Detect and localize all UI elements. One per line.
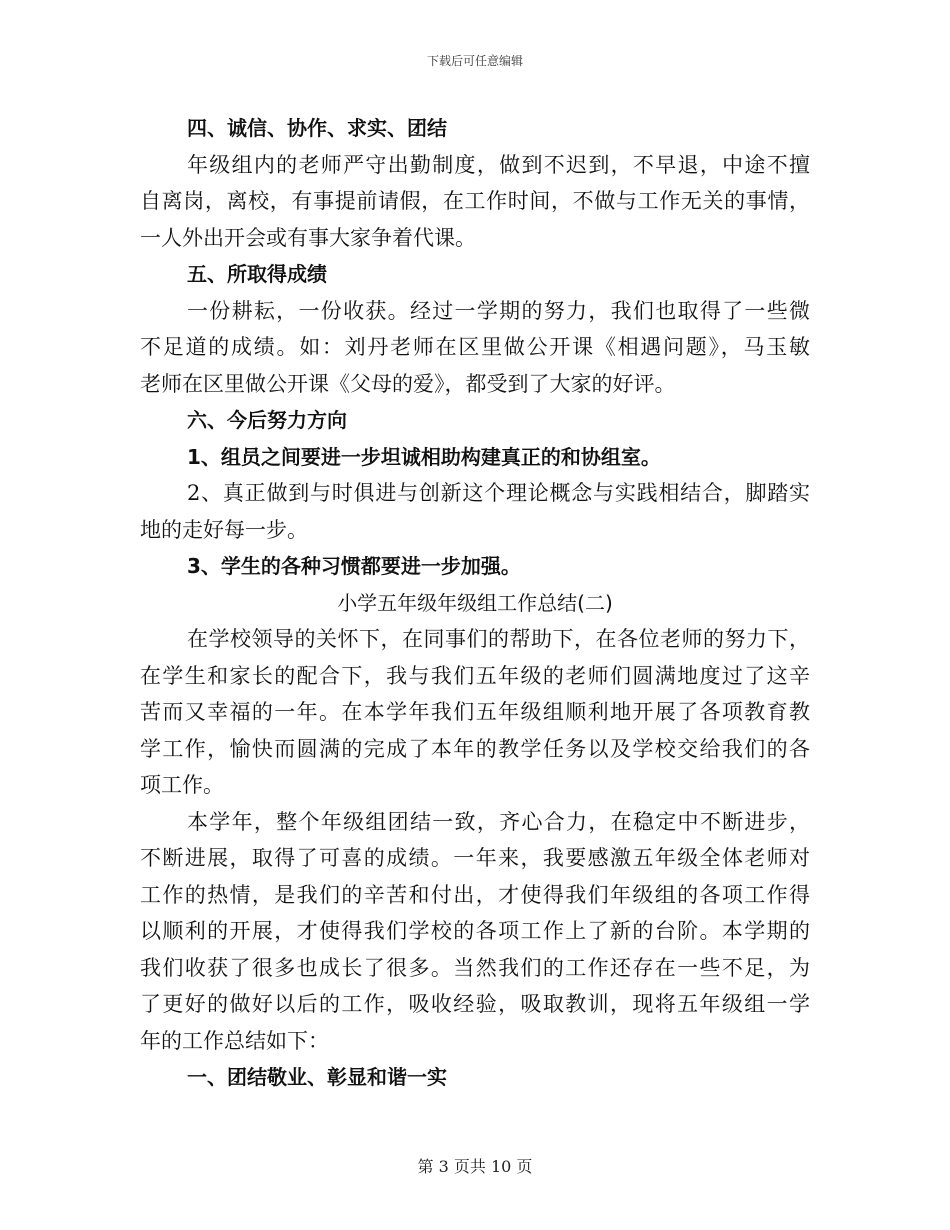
paragraph-line: 本学年，整个年级组团结一致，齐心合力，在稳定中不断进步， bbox=[187, 809, 810, 834]
section-heading-6: 六、今后努力方向 bbox=[187, 408, 347, 432]
list-item-2: 2、真正做到与时俱进与创新这个理论概念与实践相结合，脚踏实 bbox=[187, 481, 810, 505]
paragraph-line: 了更好的做好以后的工作，吸收经验，吸取教训，现将五年级组一学 bbox=[140, 992, 810, 1016]
paragraph-line: 项工作。 bbox=[140, 773, 224, 797]
list-item-1: 1、组员之间要进一步坦诚相助构建真正的和协组室。 bbox=[187, 444, 661, 469]
document-body bbox=[140, 110, 810, 1096]
paragraph-line: 不足道的成绩。如：刘丹老师在区里做公开课《相遇问题》，马玉敏 bbox=[140, 335, 810, 359]
paragraph-line: 学工作，愉快而圆满的完成了本年的教学任务以及学校交给我们的各 bbox=[140, 736, 810, 761]
section-heading-1: 一、团结敬业、彰显和谐一实 bbox=[187, 1065, 447, 1089]
paragraph-line: 不断进展，取得了可喜的成绩。一年来，我要感激五年级全体老师对 bbox=[140, 846, 810, 870]
document-title: 小学五年级年级组工作总结(二) bbox=[337, 590, 613, 615]
paragraph-line: 一份耕耘，一份收获。经过一学期的努力，我们也取得了一些微 bbox=[187, 298, 810, 323]
paragraph-line: 在学校领导的关怀下，在同事们的帮助下，在各位老师的努力下， bbox=[187, 627, 810, 651]
paragraph-line: 老师在区里做公开课《父母的爱》，都受到了大家的好评。 bbox=[140, 371, 676, 396]
paragraph-line: 年级组内的老师严守出勤制度，做到不迟到，不早退，中途不擅 bbox=[187, 152, 810, 177]
paragraph-line: 一人外出开会或有事大家争着代课。 bbox=[140, 225, 476, 250]
list-item-3: 3、学生的各种习惯都要进一步加强。 bbox=[187, 554, 521, 578]
header-note: 下载后可任意编辑 bbox=[426, 54, 523, 68]
section-heading-5: 五、所取得成绩 bbox=[187, 262, 327, 286]
list-item-2-continued: 地的走好每一步。 bbox=[140, 517, 308, 542]
paragraph-line: 在学生和家长的配合下，我与我们五年级的老师们圆满地度过了这辛 bbox=[140, 663, 810, 688]
paragraph-line: 我们收获了很多也成长了很多。当然我们的工作还存在一些不足，为 bbox=[140, 955, 810, 980]
paragraph-line: 自离岗，离校，有事提前请假，在工作时间，不做与工作无关的事情， bbox=[140, 189, 810, 213]
paragraph-line: 年的工作总结如下： bbox=[140, 1028, 329, 1053]
paragraph-line: 苦而又幸福的一年。在本学年我们五年级组顺利地开展了各项教育教 bbox=[140, 700, 810, 724]
paragraph-line: 工作的热情，是我们的辛苦和付出，才使得我们年级组的各项工作得 bbox=[140, 882, 810, 907]
paragraph-line: 以顺利的开展，才使得我们学校的各项工作上了新的台阶。本学期的 bbox=[140, 919, 810, 943]
section-heading-4: 四、诚信、协作、求实、团结 bbox=[187, 116, 447, 140]
page-number: 第 3 页共 10 页 bbox=[417, 1157, 533, 1176]
